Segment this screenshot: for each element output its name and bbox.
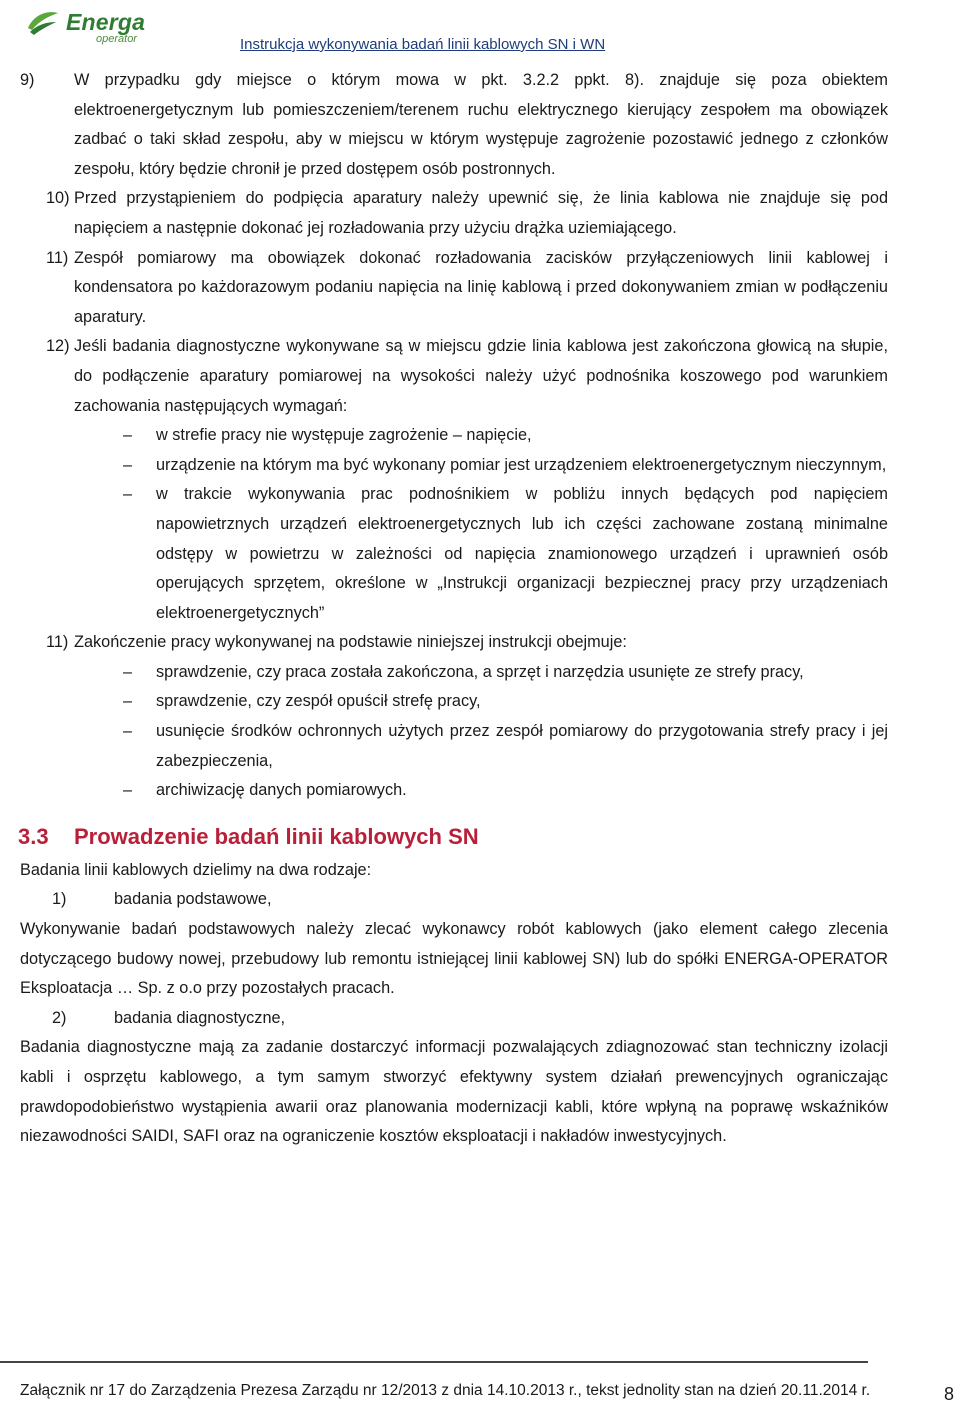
bullet-item <box>20 451 888 481</box>
dash-bullet-icon: – <box>123 781 133 800</box>
dash-bullet-icon: – <box>123 662 133 681</box>
section-intro: Badania linii kablowych dzielimy na dwa rodzaje: <box>20 860 372 879</box>
item-number: 1) <box>52 890 67 909</box>
item-text: Przed przystąpieniem do podpięcia aparatury należy upewnić się, że linia kablowa nie znajduje się pod napięciem a następnie dokonać jej rozładowania przy użyciu drążka uziemiającego. <box>74 189 888 237</box>
bullet-text: w trakcie wykonywania prac podnośnikiem w pobliżu innych będących pod napięciem napowietrznych urządzeń elektroenergetycznych lub ich części zachowane zostaną minimalne odstępy w powietrzu w zależności od napięcia znamionowego urządzeń i uprawnień osób operujących sprzętem, określone w „Instrukcji organizacji bezpiecznej pracy przy urządzeniach elektroenergetycznych” <box>156 485 888 622</box>
dash-bullet-icon: – <box>123 426 133 445</box>
dash-bullet-icon: – <box>123 692 133 711</box>
energa-operator-logo <box>26 6 156 45</box>
bullet-item <box>20 687 888 717</box>
list-item <box>20 184 888 243</box>
page-number: 8 <box>944 1384 955 1404</box>
paragraph: Wykonywanie badań podstawowych należy zlecać wykonawcy robót kablowych (jako element całego zlecenia dotyczącego budowy nowej, przebudowy lub remontu istniejącej linii kablowej SN) lub do spółki ENERGA-OPERATOR Eksploatacja … Sp. z o.o przy pozostałych pracach. <box>20 920 888 998</box>
section-heading <box>18 822 888 852</box>
energa-leaf-icon <box>26 10 60 36</box>
bullet-text: urządzenie na którym ma być wykonany pomiar jest urządzeniem elektroenergetycznym nieczynnym, <box>156 455 887 474</box>
logo-brand-text: Energa <box>66 9 146 35</box>
bullet-item <box>20 480 888 628</box>
item-number: 11) <box>46 248 69 267</box>
list-item <box>20 66 888 184</box>
bullet-text: w strefie pracy nie występuje zagrożenie – napięcie, <box>156 426 532 445</box>
item-number: 12) <box>46 337 70 356</box>
item-text: Zespół pomiarowy ma obowiązek dokonać rozładowania zacisków przyłączeniowych linii kablowej i kondensatora po każdorazowym podaniu napięcia na linię kablową i przed dokonywaniem zmian w podłączeniu aparatury. <box>74 248 888 326</box>
dash-bullet-icon: – <box>123 485 133 504</box>
bullet-text: usunięcie środków ochronnych użytych przez zespół pomiarowy do przygotowania strefy pracy i jej zabezpieczenia, <box>156 722 888 770</box>
section-title: Prowadzenie badań linii kablowych SN <box>74 823 479 849</box>
logo-sub-text: operator <box>96 33 137 45</box>
bullet-text: archiwizację danych pomiarowych. <box>156 781 407 800</box>
bullet-item <box>20 776 888 806</box>
document-header-title: Instrukcja wykonywania badań linii kablowych SN i WN <box>240 36 606 53</box>
footer-text: Załącznik nr 17 do Zarządzenia Prezesa Zarządu nr 12/2013 z dnia 14.10.2013 r., tekst jednolity stan na dzień 20.11.2014 r. <box>20 1382 871 1399</box>
item-number: 11) <box>46 633 69 652</box>
footer-divider <box>0 1361 868 1363</box>
document-body <box>20 66 888 1152</box>
list-item <box>20 885 888 915</box>
section-number: 3.3 <box>18 823 49 849</box>
paragraph: Badania diagnostyczne mają za zadanie dostarczyć informacji pozwalających zdiagnozować stan techniczny izolacji kabli i osprzętu kablowego, a tym samym stworzyć efektywny system działań prewencyjnych ograniczając prawdopodobieństwo wystąpienia awarii oraz planowania modernizacji kabli, które wpłyną na poprawę wskaźników niezawodności SAIDI, SAFI oraz na ograniczenie kosztów eksploatacji i nakładów inwestycyjnych. <box>20 1038 888 1146</box>
dash-bullet-icon: – <box>123 455 133 474</box>
bullet-text: sprawdzenie, czy zespół opuścił strefę pracy, <box>156 692 481 711</box>
item-text: badania diagnostyczne, <box>114 1008 286 1027</box>
item-text: Zakończenie pracy wykonywanej na podstawie niniejszej instrukcji obejmuje: <box>74 633 627 652</box>
item-number: 9) <box>20 71 35 89</box>
bullet-item <box>20 421 888 451</box>
bullet-item <box>20 658 888 688</box>
list-item <box>20 1004 888 1034</box>
bullet-text: sprawdzenie, czy praca została zakończona, a sprzęt i narzędzia usunięte ze strefy pracy, <box>156 662 804 681</box>
bullet-item <box>20 717 888 776</box>
dash-bullet-icon: – <box>123 722 133 741</box>
item-text: W przypadku gdy miejsce o którym mowa w pkt. 3.2.2 ppkt. 8). znajduje się poza obiektem elektroenergetycznym lub pomieszczeniem/terenem ruchu elektrycznego kierujący zespołem ma obowiązek zadbać o taki skład zespołu, aby w miejscu w którym występuje zagrożenie pozostawić jednego z członków zespołu, który będzie chronił je przed dostępem osób postronnych. <box>74 71 888 178</box>
item-text: badania podstawowe, <box>114 890 272 909</box>
item-text: Jeśli badania diagnostyczne wykonywane są w miejscu gdzie linia kablowa jest zakończona głowicą na słupie, do podłączenie aparatury pomiarowej na wysokości należy użyć podnośnika koszowego pod warunkiem zachowania następujących wymagań: <box>74 337 888 415</box>
item-number: 10) <box>46 189 70 208</box>
list-item <box>20 332 888 421</box>
list-item <box>20 628 888 658</box>
item-number: 2) <box>52 1008 67 1027</box>
list-item <box>20 244 888 333</box>
